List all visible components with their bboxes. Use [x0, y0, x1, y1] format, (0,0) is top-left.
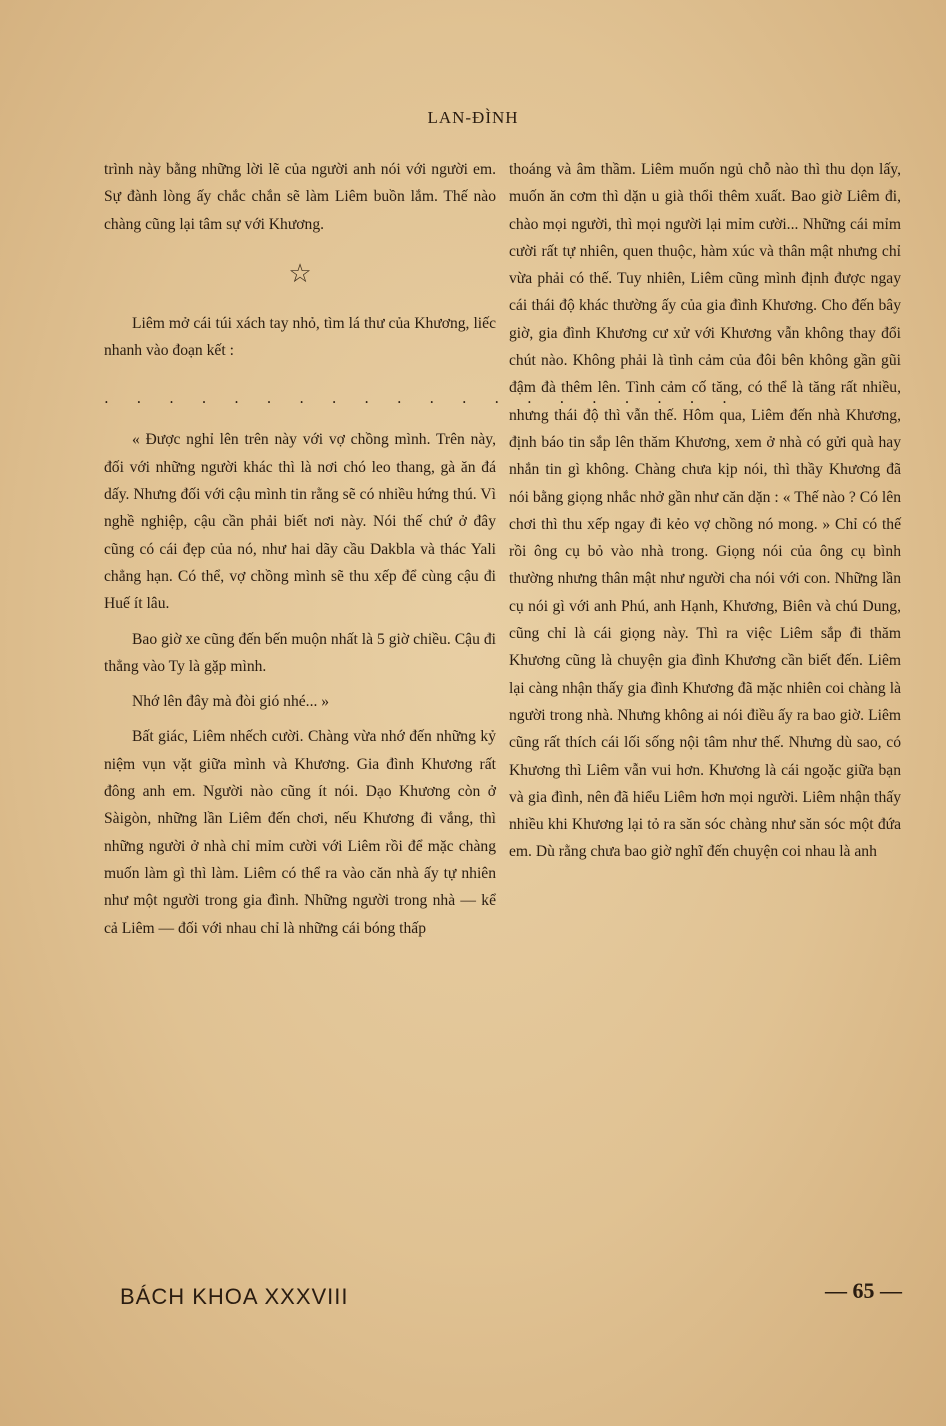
paragraph: Liêm mở cái túi xách tay nhỏ, tìm lá thư của Khương, liếc nhanh vào đoạn kết :	[104, 314, 496, 360]
letter-paragraph: « Được nghỉ lên trên này với vợ chồng mình. Trên này, đối với những người khác thì là nơi chó leo thang, gà ăn đá dấy. Nhưng đối với cậu mình tin rằng sẽ có nhiều hứng thú. Vì nghề nghiệp, cậu cần phải biết nơi này. Nói thế chứ ở đây cũng có cái đẹp của nó, như hai dãy cầu Dakbla và thác Yali chẳng hạn. Có thể, vợ chồng mình sẽ thu xếp để cùng cậu đi Huế ít lâu.	[104, 431, 496, 613]
ellipsis-divider: . . . . . . . . . . . . . . . . . . . .	[104, 389, 739, 408]
running-header: LAN-ĐÌNH	[427, 108, 519, 127]
page-number: — 65 —	[825, 1278, 902, 1303]
star-ornament-icon: ☆	[288, 258, 312, 289]
magazine-footer: BÁCH KHOA XXXVIII	[120, 1284, 349, 1309]
paragraph: Bất giác, Liêm nhếch cười. Chàng vừa nhớ đến những kỷ niệm vụn vặt giữa mình và Khương. Gia đình Khương rất đông anh em. Người nào cũng ít nói. Dạo Khương còn ở Sàigòn, những lần Liêm đến chơi, nếu Khương đi vắng, thì những người ở nhà chỉ mỉm cười với Liêm rồi để mặc chàng muốn làm gì thì làm. Liêm có thể ra vào căn nhà ấy tự nhiên như một người trong gia đình. Những người trong nhà — kể cả Liêm — đối với nhau chỉ là những cái bóng thấp	[104, 728, 496, 937]
letter-paragraph: Nhớ lên đây mà đòi gió nhé... »	[132, 693, 330, 711]
paragraph: thoáng và âm thầm. Liêm muốn ngủ chỗ nào thì thu dọn lấy, muốn ăn cơm thì dặn u già thổi thêm xuất. Bao giờ Liêm đi, chào mọi người, thì mọi người lại mỉm cười... Những cái mỉm cười rất tự nhiên, quen thuộc, hàm xúc và thân mật nhưng chỉ vừa phải có thế. Tuy nhiên, Liêm cũng mình định được ngay cái thái độ khác thường ấy của gia đình Khương. Cho đến bây giờ, gia đình Khương cư xử với Khương vẫn không thay đổi chút nào. Không phải là tình cảm của đôi bên không gần gũi đậm đà thêm lên. Tình cảm cố tăng, có thể là tăng rất nhiều, nhưng thái độ thì vẫn thế. Hôm qua, Liêm đến nhà Khương, định báo tin sắp lên thăm Khương, xem ở nhà có gửi quà hay nhắn tin gì không. Chàng chưa kịp nói, thì thầy Khương đã nói bằng giọng nhắc nhở gần như căn dặn : « Thế nào ? Có lên chơi thì thu xếp ngay đi kẻo vợ chồng nó mong. » Chỉ có thế rồi ông cụ bỏ vào nhà trong. Giọng nói của ông cụ bình thường nhưng thân mật như người cha nói với con. Những lần cụ nói gì với anh Phú, anh Hạnh, Khương, Biên và chú Dung, cũng chỉ là cái giọng này. Thì ra việc Liêm sắp đi thăm Khương cũng là chuyện gia đình Khương cần biết đến. Liêm lại càng nhận thấy gia đình Khương đã mặc nhiên coi chàng là người trong nhà. Nhưng không ai nói điều ấy ra bao giờ. Liêm cũng rất thích cái lối sống nội tâm như thế. Nhưng dù sao, có Khương thì Liêm vẫn vui hơn. Khương là cái ngoặc giữa bạn và gia đình, nên đã hiểu Liêm hơn mọi người. Liêm nhận thấy nhiều khi Khương lại tỏ ra săn sóc chàng như săn sóc một đứa em. Dù rằng chưa bao giờ nghĩ đến chuyện coi nhau là anh	[509, 161, 901, 861]
right-column	[509, 156, 901, 866]
letter-paragraph: Bao giờ xe cũng đến bến muộn nhất là 5 giờ chiều. Cậu đi thẳng vào Ty là gặp mình.	[104, 630, 496, 675]
paragraph: trình này bằng những lời lẽ của người anh nói với người em. Sự đành lòng ấy chắc chắn sẽ làm Liêm buồn lắm. Thế nào chàng cũng lại tâm sự với Khương.	[104, 161, 496, 233]
